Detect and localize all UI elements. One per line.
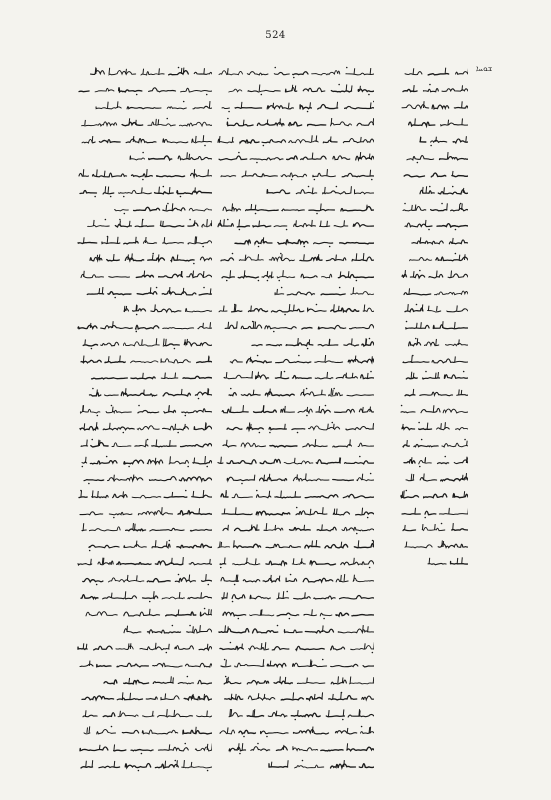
text-line — [398, 182, 468, 199]
text-line — [398, 98, 468, 115]
script-glyphs — [400, 505, 468, 519]
text-line — [76, 182, 212, 199]
text-line — [76, 317, 212, 334]
script-glyphs — [404, 471, 468, 485]
script-glyphs — [76, 319, 212, 333]
script-glyphs — [402, 454, 468, 468]
script-glyphs — [401, 201, 468, 215]
text-line — [216, 638, 374, 655]
text-line — [216, 199, 374, 216]
script-glyphs — [403, 386, 468, 400]
text-line — [398, 452, 468, 469]
script-glyphs — [403, 302, 468, 316]
text-line — [76, 655, 212, 672]
script-glyphs — [216, 538, 374, 552]
script-glyphs — [221, 437, 374, 451]
text-line — [76, 368, 212, 385]
text-line — [76, 300, 212, 317]
script-glyphs — [222, 369, 374, 383]
text-line — [216, 132, 374, 149]
script-glyphs — [78, 336, 212, 350]
text-line — [216, 436, 374, 453]
script-glyphs — [102, 674, 212, 688]
text-line — [76, 419, 212, 436]
text-line — [76, 723, 212, 740]
text-line — [76, 571, 212, 588]
text-line — [398, 267, 468, 284]
text-line — [398, 469, 468, 486]
text-line — [216, 98, 374, 115]
script-glyphs — [81, 707, 212, 721]
script-glyphs — [108, 201, 212, 215]
text-line — [216, 554, 374, 571]
script-glyphs — [220, 268, 374, 282]
text-line — [76, 385, 212, 402]
text-line — [216, 757, 374, 774]
text-line — [76, 250, 212, 267]
script-glyphs — [81, 538, 212, 552]
text-line — [216, 486, 374, 503]
script-glyphs — [401, 521, 468, 535]
text-line — [216, 64, 374, 81]
text-line — [76, 638, 212, 655]
script-glyphs — [403, 65, 468, 79]
text-line — [76, 757, 212, 774]
script-glyphs — [222, 690, 374, 704]
text-line — [76, 98, 212, 115]
script-glyphs — [218, 640, 374, 654]
script-glyphs — [81, 65, 212, 79]
text-line — [398, 165, 468, 182]
script-glyphs — [82, 471, 212, 485]
text-line — [76, 351, 212, 368]
text-line — [398, 503, 468, 520]
text-line — [398, 419, 468, 436]
script-glyphs — [217, 471, 374, 485]
script-glyphs — [216, 217, 374, 231]
text-line — [216, 706, 374, 723]
script-glyphs — [80, 133, 212, 147]
script-glyphs — [273, 285, 374, 299]
script-glyphs — [426, 555, 468, 569]
script-glyphs — [218, 403, 374, 417]
script-glyphs — [398, 319, 468, 333]
script-glyphs — [219, 251, 374, 265]
script-glyphs — [227, 386, 374, 400]
script-glyphs — [79, 437, 212, 451]
script-glyphs — [82, 724, 212, 738]
script-glyphs — [122, 623, 212, 637]
script-glyphs — [81, 217, 212, 231]
text-line — [398, 486, 468, 503]
text-line — [76, 621, 212, 638]
script-glyphs — [221, 606, 374, 620]
margin-note — [476, 64, 500, 73]
text-line — [76, 672, 212, 689]
text-line — [398, 300, 468, 317]
page-number: 524 — [265, 30, 286, 41]
script-glyphs — [404, 150, 468, 164]
text-line — [216, 402, 374, 419]
margin-note-text: ܫܘܚܐ — [476, 64, 493, 73]
text-line — [216, 723, 374, 740]
script-glyphs — [404, 234, 468, 248]
script-glyphs — [94, 99, 212, 113]
script-glyphs — [403, 217, 468, 231]
script-glyphs — [401, 116, 468, 130]
script-glyphs — [250, 336, 374, 350]
script-glyphs — [122, 302, 212, 316]
script-glyphs — [220, 420, 374, 434]
text-line — [398, 284, 468, 301]
script-glyphs — [219, 167, 374, 181]
script-glyphs — [399, 336, 468, 350]
text-line — [216, 672, 374, 689]
text-line — [76, 267, 212, 284]
text-line — [76, 402, 212, 419]
script-glyphs — [80, 369, 212, 383]
text-line — [76, 334, 212, 351]
text-line — [216, 469, 374, 486]
text-line — [76, 216, 212, 233]
script-glyphs — [88, 251, 212, 265]
text-line — [398, 64, 468, 81]
script-glyphs — [218, 555, 374, 569]
script-glyphs — [76, 234, 212, 248]
script-glyphs — [399, 167, 468, 181]
text-line — [76, 740, 212, 757]
script-glyphs — [220, 505, 374, 519]
text-line — [216, 621, 374, 638]
text-line — [216, 351, 374, 368]
text-line — [76, 605, 212, 622]
script-glyphs — [79, 353, 212, 367]
script-glyphs — [77, 167, 212, 181]
script-glyphs — [217, 150, 374, 164]
script-glyphs — [221, 116, 374, 130]
text-line — [398, 81, 468, 98]
text-line — [398, 132, 468, 149]
text-line — [216, 148, 374, 165]
text-line — [76, 520, 212, 537]
text-line — [216, 334, 374, 351]
text-line — [398, 351, 468, 368]
script-glyphs — [77, 572, 212, 586]
text-line — [398, 216, 468, 233]
text-line — [76, 452, 212, 469]
script-glyphs — [80, 690, 212, 704]
text-line — [76, 81, 212, 98]
script-glyphs — [216, 133, 374, 147]
script-glyphs — [403, 538, 468, 552]
script-glyphs — [402, 285, 468, 299]
text-line — [76, 115, 212, 132]
text-line — [76, 165, 212, 182]
text-line — [216, 655, 374, 672]
script-glyphs — [267, 758, 374, 772]
script-glyphs — [220, 674, 374, 688]
text-line — [216, 452, 374, 469]
text-line — [216, 216, 374, 233]
text-line — [398, 554, 468, 571]
script-glyphs — [78, 184, 212, 198]
script-glyphs — [78, 420, 212, 434]
text-line — [216, 588, 374, 605]
text-line — [216, 368, 374, 385]
script-glyphs — [217, 623, 374, 637]
script-glyphs — [399, 251, 468, 265]
text-line — [398, 199, 468, 216]
text-line — [216, 81, 374, 98]
text-line — [216, 267, 374, 284]
script-glyphs — [80, 454, 212, 468]
text-line — [216, 317, 374, 334]
text-line — [398, 537, 468, 554]
text-line — [216, 419, 374, 436]
text-line — [216, 689, 374, 706]
script-glyphs — [78, 741, 212, 755]
script-glyphs — [401, 437, 468, 451]
script-glyphs — [79, 116, 212, 130]
script-glyphs — [76, 640, 212, 654]
text-line — [398, 250, 468, 267]
text-line — [216, 182, 374, 199]
text-line — [76, 689, 212, 706]
text-line — [216, 605, 374, 622]
column-middle — [216, 64, 374, 773]
script-glyphs — [78, 657, 212, 671]
script-glyphs — [80, 606, 212, 620]
script-glyphs — [219, 657, 374, 671]
script-glyphs — [77, 403, 212, 417]
text-line — [76, 148, 212, 165]
script-glyphs — [78, 505, 212, 519]
script-glyphs — [399, 403, 468, 417]
script-glyphs — [219, 488, 374, 502]
text-line — [216, 520, 374, 537]
script-glyphs — [218, 319, 374, 333]
script-glyphs — [79, 268, 212, 282]
script-glyphs — [79, 758, 212, 772]
text-line — [76, 233, 212, 250]
text-line — [398, 402, 468, 419]
text-line — [398, 520, 468, 537]
text-line — [76, 588, 212, 605]
text-line — [398, 368, 468, 385]
script-glyphs — [218, 724, 374, 738]
script-glyphs — [233, 234, 374, 248]
script-glyphs — [79, 589, 212, 603]
text-line — [216, 284, 374, 301]
script-glyphs — [400, 99, 468, 113]
script-glyphs — [227, 707, 374, 721]
text-line — [398, 436, 468, 453]
text-line — [76, 706, 212, 723]
script-glyphs — [257, 184, 374, 198]
script-glyphs — [217, 302, 374, 316]
text-line — [76, 537, 212, 554]
script-glyphs — [80, 521, 212, 535]
text-line — [76, 469, 212, 486]
text-line — [398, 385, 468, 402]
text-line — [76, 486, 212, 503]
text-line — [76, 436, 212, 453]
text-line — [398, 148, 468, 165]
column-left — [76, 64, 212, 773]
script-glyphs — [76, 555, 212, 569]
script-glyphs — [400, 420, 468, 434]
text-line — [398, 317, 468, 334]
script-glyphs — [219, 572, 374, 586]
text-line — [398, 233, 468, 250]
script-glyphs — [77, 488, 212, 502]
text-line — [216, 250, 374, 267]
text-line — [216, 537, 374, 554]
text-line — [76, 554, 212, 571]
script-glyphs — [401, 353, 468, 367]
text-line — [216, 571, 374, 588]
script-glyphs — [408, 184, 468, 198]
script-glyphs — [216, 454, 374, 468]
text-line — [76, 199, 212, 216]
script-glyphs — [217, 65, 374, 79]
script-glyphs — [221, 521, 374, 535]
script-glyphs — [218, 82, 374, 96]
script-glyphs — [128, 150, 212, 164]
script-glyphs — [418, 133, 468, 147]
script-glyphs — [81, 386, 212, 400]
script-glyphs — [400, 268, 468, 282]
text-line — [76, 64, 212, 81]
text-line — [76, 132, 212, 149]
text-line — [76, 284, 212, 301]
text-line — [216, 165, 374, 182]
text-line — [216, 385, 374, 402]
script-glyphs — [401, 82, 468, 96]
text-line — [398, 334, 468, 351]
script-glyphs — [221, 201, 374, 215]
script-glyphs — [220, 353, 374, 367]
script-glyphs — [80, 285, 212, 299]
script-glyphs — [399, 488, 468, 502]
script-glyphs — [77, 82, 212, 96]
text-line — [398, 115, 468, 132]
text-line — [76, 503, 212, 520]
column-right — [398, 64, 468, 571]
text-line — [216, 115, 374, 132]
text-line — [216, 233, 374, 250]
script-glyphs — [220, 589, 374, 603]
script-glyphs — [220, 741, 374, 755]
text-line — [216, 740, 374, 757]
script-glyphs — [220, 99, 374, 113]
text-line — [216, 503, 374, 520]
text-line — [216, 300, 374, 317]
script-glyphs — [402, 369, 468, 383]
